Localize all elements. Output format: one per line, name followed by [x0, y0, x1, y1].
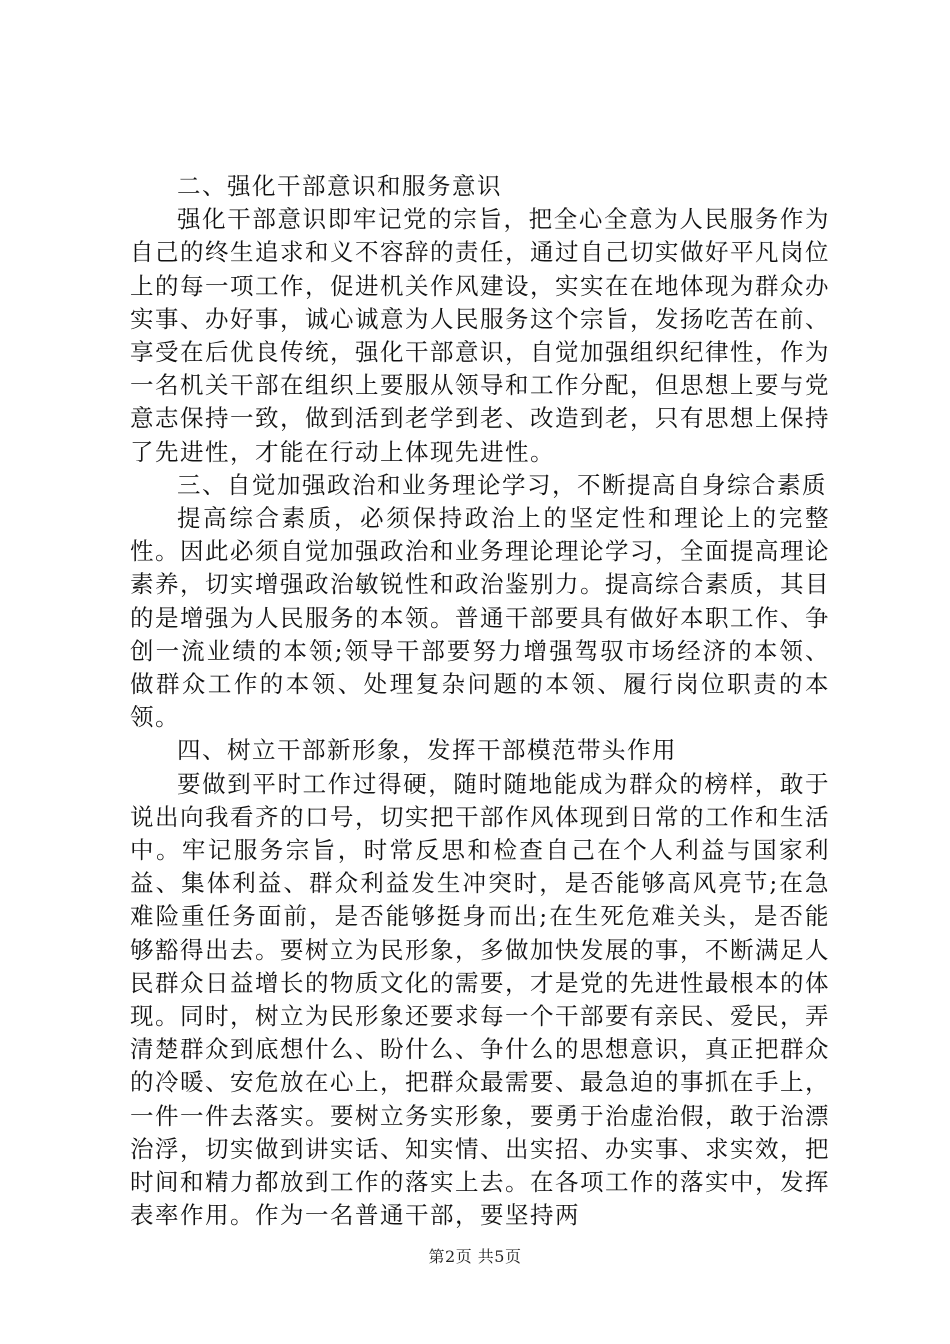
section-heading-4: 四、树立干部新形象，发挥干部模范带头作用 — [177, 736, 677, 765]
body-paragraph: 强化干部意识即牢记党的宗旨，把全心全意为人民服务作为自己的终生追求和义不容辞的责任，通过自己切实做好平凡岗位上的每一项工作，促进机关作风建设，实实在在地体现为群众办实事、办好事，诚心诚意为人民服务这个宗旨，发扬吃苦在前、享受在后优良传统，强化干部意识，自觉加强组织纪律性，作为一名机关干部在组织上要服从领导和工作分配，但思想上要与党意志保持一致，做到活到老学到老、改造到老，只有思想上保持了先进性，才能在行动上体现先进性。 — [130, 205, 830, 466]
document-body — [130, 170, 830, 1233]
section-heading-3: 三、自觉加强政治和业务理论学习，不断提高自身综合素质 — [177, 470, 827, 499]
body-paragraph: 提高综合素质，必须保持政治上的坚定性和理论上的完整性。因此必须自觉加强政治和业务理论理论学习，全面提高理论素养，切实增强政治敏锐性和政治鉴别力。提高综合素质，其目的是增强为人民服务的本领。普通干部要具有做好本职工作、争创一流业绩的本领;领导干部要努力增强驾驭市场经济的本领、做群众工作的本领、处理复杂问题的本领、履行岗位职责的本领。 — [130, 504, 830, 732]
section-heading-2: 二、强化干部意识和服务意识 — [177, 172, 502, 200]
body-paragraph: 要做到平时工作过得硬，随时随地能成为群众的榜样，敢于说出向我看齐的口号，切实把干部作风体现到日常的工作和生活中。牢记服务宗旨，时常反思和检查自己在个人利益与国家利益、集体利益、群众利益发生冲突时，是否能够高风亮节;在急难险重任务面前，是否能够挺身而出;在生死危难关头，是否能够豁得出去。要树立为民形象，多做加快发展的事，不断满足人民群众日益增长的物质文化的需要，才是党的先进性最根本的体现。同时，树立为民形象还要求每一个干部要有亲民、爱民，弄清楚群众到底想什么、盼什么、争什么的思想意识，真正把群众的冷暖、安危放在心上，把群众最需要、最急迫的事抓在手上，一件一件去落实。要树立务实形象，要勇于治虚治假，敢于治漂治浮，切实做到讲实话、知实情、出实招、办实事、求实效，把时间和精力都放到工作的落实上去。在各项工作的落实中，发挥表率作用。作为一名普通干部，要坚持两 — [130, 769, 830, 1230]
page-number-footer: 第2页 共5页 — [428, 1247, 522, 1266]
